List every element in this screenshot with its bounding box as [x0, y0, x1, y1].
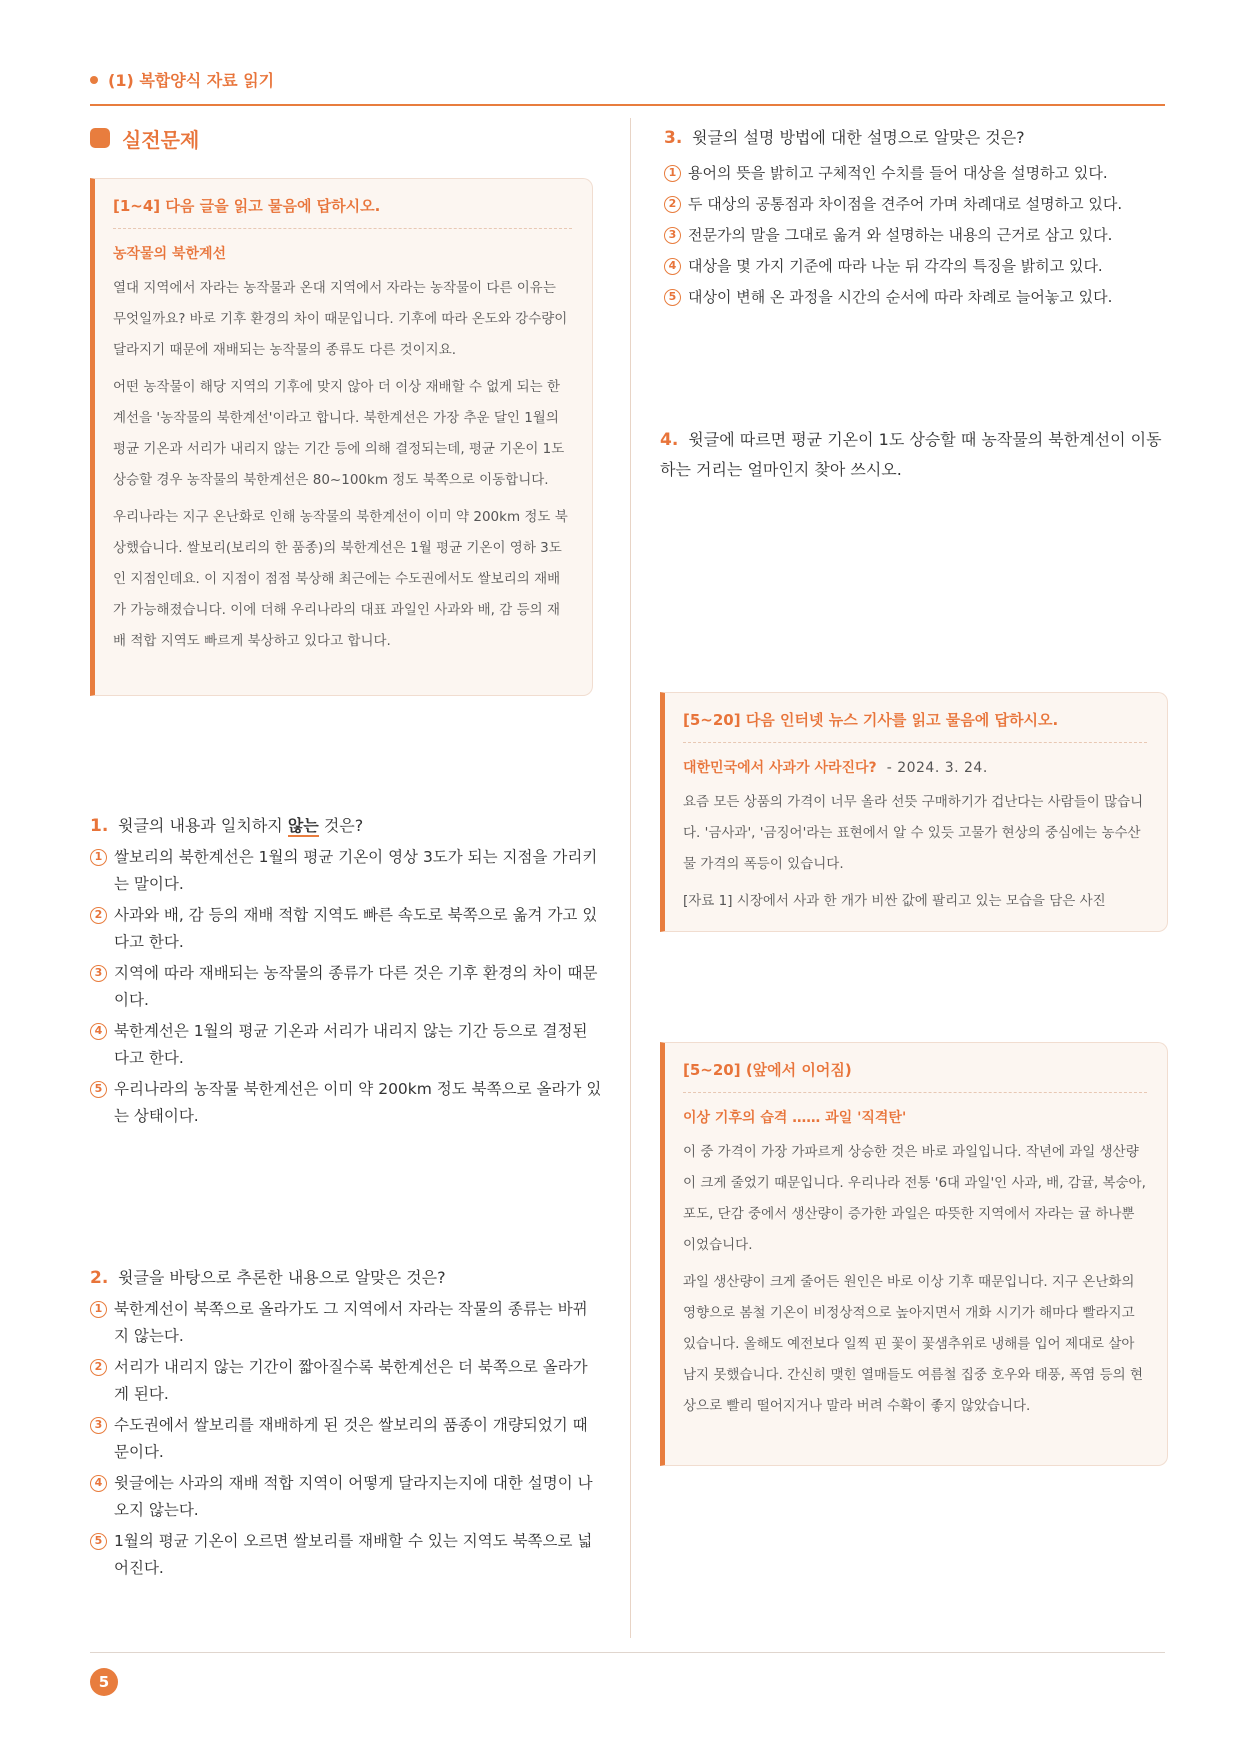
question-stem — [90, 812, 602, 840]
answer-option-1[interactable] — [90, 844, 602, 898]
circled-number-icon: 1 — [90, 849, 107, 866]
page-header — [90, 66, 1165, 106]
circled-number-icon: 3 — [90, 1417, 107, 1434]
answer-option-1[interactable] — [90, 1296, 602, 1350]
answer-option-5[interactable] — [90, 1528, 602, 1582]
circled-number-icon: 2 — [90, 907, 107, 924]
circled-number-icon: 3 — [90, 965, 107, 982]
answer-option-5[interactable] — [664, 284, 1169, 311]
answer-option-4[interactable] — [90, 1018, 602, 1072]
question-3 — [664, 124, 1169, 315]
option-text: 지역에 따라 재배되는 농작물의 종류가 다른 것은 기후 환경의 차이 때문이다. — [114, 964, 598, 1009]
passage-box-1 — [90, 178, 593, 696]
circled-number-icon: 3 — [664, 227, 681, 244]
stem-text: 것은? — [318, 816, 364, 835]
option-text: 서리가 내리지 않는 기간이 짧아질수록 북한계선은 더 북쪽으로 올라가게 된다. — [114, 1358, 588, 1403]
stem-emphasis: 않는 — [287, 816, 319, 835]
question-stem — [90, 1264, 602, 1292]
circled-number-icon: 5 — [90, 1533, 107, 1550]
option-text: 대상이 변해 온 과정을 시간의 순서에 따라 차례로 늘어놓고 있다. — [688, 288, 1113, 306]
answer-option-4[interactable] — [90, 1470, 602, 1524]
passage-paragraph: 이 중 가격이 가장 가파르게 상승한 것은 바로 과일입니다. 작년에 과일 생산량이 크게 줄었기 때문입니다. 우리나라 전통 '6대 과일'인 사과, 배, 감귤, 복숭아, 포도, 단감 중에서 생산량이 증가한 과일은 따뜻한 지역에서 자라는 귤 하나뿐이었습니다. — [683, 1144, 1146, 1253]
circled-number-icon: 4 — [90, 1475, 107, 1492]
column-divider — [630, 118, 631, 1638]
circled-number-icon: 4 — [664, 258, 681, 275]
option-text: 우리나라의 농작물 북한계선은 이미 약 200km 정도 북쪽으로 올라가 있는 상태이다. — [114, 1080, 602, 1125]
article-headline — [683, 757, 1147, 777]
circled-number-icon: 5 — [664, 289, 681, 306]
option-text: 1월의 평균 기온이 오르면 쌀보리를 재배할 수 있는 지역도 북쪽으로 넓어진다. — [114, 1532, 593, 1577]
answer-option-2[interactable] — [90, 902, 602, 956]
answer-option-4[interactable] — [664, 253, 1169, 280]
circled-number-icon: 5 — [90, 1081, 107, 1098]
stem-text: 윗글의 설명 방법에 대한 설명으로 알맞은 것은? — [692, 128, 1025, 147]
circled-number-icon: 2 — [90, 1359, 107, 1376]
article-date: - 2024. 3. 24. — [886, 760, 988, 776]
headline-text: 대한민국에서 사과가 사라진다? — [683, 760, 877, 776]
circled-number-icon: 2 — [664, 196, 681, 213]
answer-option-3[interactable] — [90, 960, 602, 1014]
option-text: 대상을 몇 가지 기준에 따라 나눈 뒤 각각의 특징을 밝히고 있다. — [688, 257, 1103, 275]
photo-caption: [자료 1] 시장에서 사과 한 개가 비싼 값에 팔리고 있는 모습을 담은 사진 — [683, 893, 1106, 909]
footer-divider — [90, 1652, 1165, 1653]
question-number: 3. — [664, 128, 683, 148]
option-text: 두 대상의 공통점과 차이점을 견주어 가며 차례대로 설명하고 있다. — [688, 195, 1123, 213]
option-text: 사과와 배, 감 등의 재배 적합 지역도 빠른 속도로 북쪽으로 옮겨 가고 있다고 한다. — [114, 906, 598, 951]
answer-option-5[interactable] — [90, 1076, 602, 1130]
question-2 — [90, 1264, 602, 1586]
square-bullet-icon — [90, 128, 110, 148]
question-number: 1. — [90, 816, 109, 836]
answer-option-2[interactable] — [664, 191, 1169, 218]
passage-paragraph: 어떤 농작물이 해당 지역의 기후에 맞지 않아 더 이상 재배할 수 없게 되는 한계선을 '농작물의 북한계선'이라고 합니다. 북한계선은 가장 추운 달인 1월의 평균 기온과 서리가 내리지 않는 기간 등에 의해 결정되는데, 평균 기온이 1도 상승할 경우 농작물의 북한계선은 80~100km 정도 북쪽으로 이동합니다. — [113, 379, 565, 488]
answer-option-2[interactable] — [90, 1354, 602, 1408]
question-number: 2. — [90, 1268, 109, 1288]
option-text: 전문가의 말을 그대로 옮겨 와 설명하는 내용의 근거로 삼고 있다. — [688, 226, 1113, 244]
passage-box-2 — [660, 692, 1168, 932]
stem-text: 윗글의 내용과 일치하지 — [118, 816, 288, 835]
circled-number-icon: 1 — [664, 165, 681, 182]
section-title-text: 실전문제 — [122, 128, 200, 152]
option-text: 쌀보리의 북한계선은 1월의 평균 기온이 영상 3도가 되는 지점을 가리키는 말이다. — [114, 848, 598, 893]
stem-text: 윗글을 바탕으로 추론한 내용으로 알맞은 것은? — [118, 1268, 446, 1287]
passage-paragraph: 우리나라는 지구 온난화로 인해 농작물의 북한계선이 이미 약 200km 정도 북상했습니다. 쌀보리(보리의 한 품종)의 북한계선은 1월 평균 기온이 영하 3도인 지점인데요. 이 지점이 점점 북상해 최근에는 수도권에서도 쌀보리의 재배가 가능해졌습니다. 이에 더해 우리나라의 대표 과일인 사과와 배, 감 등의 재배 적합 지역도 빠르게 북상하고 있다고 합니다. — [113, 509, 568, 649]
passage-instruction: [5~20] 다음 인터넷 뉴스 기사를 읽고 물음에 답하시오. — [683, 709, 1147, 743]
passage-instruction: [1~4] 다음 글을 읽고 물음에 답하시오. — [113, 195, 572, 229]
answer-option-1[interactable] — [664, 160, 1169, 187]
page-number: 5 — [90, 1668, 118, 1696]
passage-paragraph: 과일 생산량이 크게 줄어든 원인은 바로 이상 기후 때문입니다. 지구 온난화의 영향으로 봄철 기온이 비정상적으로 높아지면서 개화 시기가 해마다 빨라지고 있습니다. 올해도 예전보다 일찍 핀 꽃이 꽃샘추위로 냉해를 입어 제대로 살아남지 못했습니다. 간신히 맺힌 열매들도 여름철 집중 호우와 태풍, 폭염 등의 현상으로 빨리 떨어지거나 말라 버려 수확이 좋지 않았습니다. — [683, 1274, 1144, 1414]
stem-text: 윗글에 따르면 평균 기온이 1도 상승할 때 농작물의 북한계선이 이동하는 거리는 얼마인지 찾아 쓰시오. — [660, 430, 1162, 479]
passage-box-3 — [660, 1042, 1168, 1466]
passage-subtitle: 농작물의 북한계선 — [113, 246, 227, 262]
header-title: (1) 복합양식 자료 읽기 — [108, 71, 275, 90]
passage-instruction: [5~20] (앞에서 이어짐) — [683, 1059, 1147, 1093]
option-text: 용어의 뜻을 밝히고 구체적인 수치를 들어 대상을 설명하고 있다. — [688, 164, 1108, 182]
option-text: 북한계선은 1월의 평균 기온과 서리가 내리지 않는 기간 등으로 결정된다고 한다. — [114, 1022, 588, 1067]
passage-paragraph: 열대 지역에서 자라는 농작물과 온대 지역에서 자라는 농작물이 다른 이유는 무엇일까요? 바로 기후 환경의 차이 때문입니다. 기후에 따라 온도와 강수량이 달라지기 때문에 재배되는 농작물의 종류도 다른 것이지요. — [113, 280, 568, 358]
passage-paragraph: 요즘 모든 상품의 가격이 너무 올라 선뜻 구매하기가 겁난다는 사람들이 많습니다. '금사과', '금징어'라는 표현에서 알 수 있듯 고물가 현상의 중심에는 농수산물 가격의 폭등이 있습니다. — [683, 794, 1144, 872]
option-text: 북한계선이 북쪽으로 올라가도 그 지역에서 자라는 작물의 종류는 바뀌지 않는다. — [114, 1300, 588, 1345]
question-number: 4. — [660, 430, 679, 450]
question-1 — [90, 812, 602, 1134]
option-text: 수도권에서 쌀보리를 재배하게 된 것은 쌀보리의 품종이 개량되었기 때문이다. — [114, 1416, 588, 1461]
circled-number-icon: 4 — [90, 1023, 107, 1040]
question-4 — [660, 425, 1165, 485]
option-text: 윗글에는 사과의 재배 적합 지역이 어떻게 달라지는지에 대한 설명이 나오지 않는다. — [114, 1474, 593, 1519]
answer-option-3[interactable] — [90, 1412, 602, 1466]
answer-option-3[interactable] — [664, 222, 1169, 249]
circled-number-icon: 1 — [90, 1301, 107, 1318]
bullet-icon — [90, 76, 98, 84]
question-stem — [664, 124, 1169, 152]
article-headline: 이상 기후의 습격 …… 과일 '직격탄' — [683, 1110, 907, 1126]
